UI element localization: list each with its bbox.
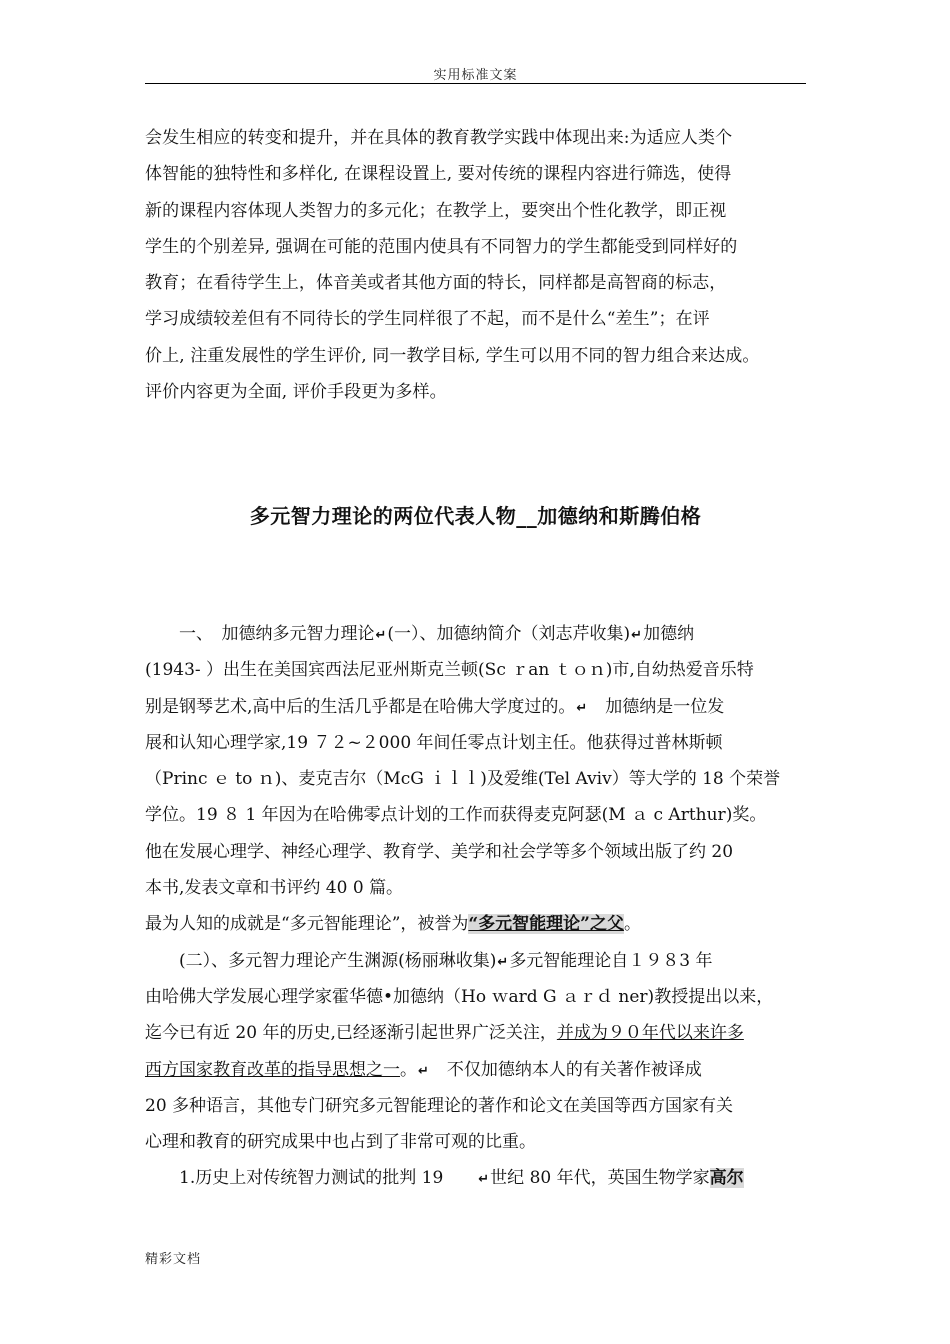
text-line: (1943- ）出生在美国宾西法尼亚州斯克兰顿(Sc ｒan ｔｏｎ)市,自幼热爱音乐特 [145,660,754,681]
text-line: 新的课程内容体现人类智力的多元化；在教学上，要突出个性化教学，即正视 [145,200,727,221]
text-run: (二）、多元智力理论产生渊源(杨丽琳收集) [145,950,497,971]
text-run: 别是钢琴艺术,高中后的生活几乎都是在哈佛大学度过的。 [145,696,576,717]
return-arrow-icon: ↵ [375,628,387,643]
text-run: (一）、加德纳简介（刘志芹收集) [387,624,631,644]
text-line: 20 多种语言，其他专门研究多元智能理论的著作和论文在美国等西方国家有关 [145,1095,734,1116]
return-arrow-icon: ↵ [497,954,509,970]
text-line [145,943,810,979]
text-run: 。 [623,914,641,935]
text-line: 学生的个别差异, 强调在可能的范围内使具有不同智力的学生都能受到同样好的 [145,236,738,257]
header-rule [145,83,806,84]
underlined-phrase: 西方国家教育改革的指导思想之一 [145,1059,400,1080]
highlighted-phrase: 高尔 [709,1168,744,1189]
text-run: 最为人知的成就是“多元智能理论”，被誉为 [145,914,469,935]
return-arrow-icon: ↵ [418,1063,429,1079]
text-line: 教育；在看待学生上，体音美或者其他方面的特长，同样都是高智商的标志， [145,273,727,294]
text-line: 他在发展心理学、神经心理学、教育学、美学和社会学等多个领域出版了约 20 [145,841,734,862]
text-line [145,1015,810,1051]
text-run: 。 [400,1059,417,1080]
text-line: 学习成绩较差但有不同待长的学生同样很了不起，而不是什么“差生”；在评 [145,309,710,330]
section-title: 多元智力理论的两位代表人物__加德纳和斯腾伯格 [249,504,702,528]
text-line: 由哈佛大学发展心理学家霍华德•加德纳（Ho ｗard G ａｒｄ ner)教授提出以来， [145,986,774,1007]
text-line [145,1160,810,1196]
text-line: 心理和教育的研究成果中也占到了非常可观的比重。 [145,1132,536,1153]
text-line [145,1052,810,1088]
text-run: 一、 加德纳多元智力理论 [145,624,375,644]
text-line [145,689,810,725]
text-run: 迄今已有近 20 年的历史,已经逐渐引起世界广泛关注， [145,1023,557,1044]
text-line: 学位。19 ８ 1 年因为在哈佛零点计划的工作而获得麦克阿瑟(M ａ c Arthur)奖。 [145,805,767,826]
highlighted-phrase: “多元智能理论”之父 [468,914,624,935]
paragraph-gardner [145,616,810,1197]
return-arrow-icon: ↵ [576,700,588,716]
text-line: 价上, 注重发展性的学生评价, 同一教学目标, 学生可以用不同的智力组合来达成。 [145,345,760,366]
text-line [145,906,810,942]
page-header: 实用标准文案 [433,68,518,83]
text-line: （Princ ｅ to ｎ)、麦克吉尔（McG ｉｌｌ)及爱维(Tel Aviv）等大学的 18 个荣誉 [145,769,781,790]
text-run: 不仅加德纳本人的有关著作被译成 [429,1059,702,1080]
text-run: 加德纳 [643,624,695,644]
underlined-phrase: 并成为９０年代以来许多 [556,1023,744,1044]
text-line: 体智能的独特性和多样化, 在课程设置上, 要对传统的课程内容进行筛选，使得 [145,164,732,185]
text-run: 多元智能理论自１９８3 年 [509,950,713,971]
text-run: 1.历史上对传统智力测试的批判 19 [145,1168,478,1189]
text-run: 世纪 80 年代，英国生物学家 [490,1168,710,1189]
paragraph-intro [145,120,810,410]
text-line: 展和认知心理学家,19 ７２~２000 年间任零点计划主任。他获得过普林斯顿 [145,732,723,753]
text-line [145,616,810,652]
text-line: 会发生相应的转变和提升，并在具体的教育教学实践中体现出来:为适应人类个 [145,128,733,148]
text-line: 本书,发表文章和书评约 40 0 篇。 [145,878,404,899]
return-arrow-icon: ↵ [631,628,643,643]
text-run: 加德纳是一位发 [588,696,725,717]
text-line: 评价内容更为全面, 评价手段更为多样。 [145,382,447,403]
return-arrow-icon: ↵ [478,1172,490,1188]
page-footer: 精彩文档 [145,1252,202,1267]
